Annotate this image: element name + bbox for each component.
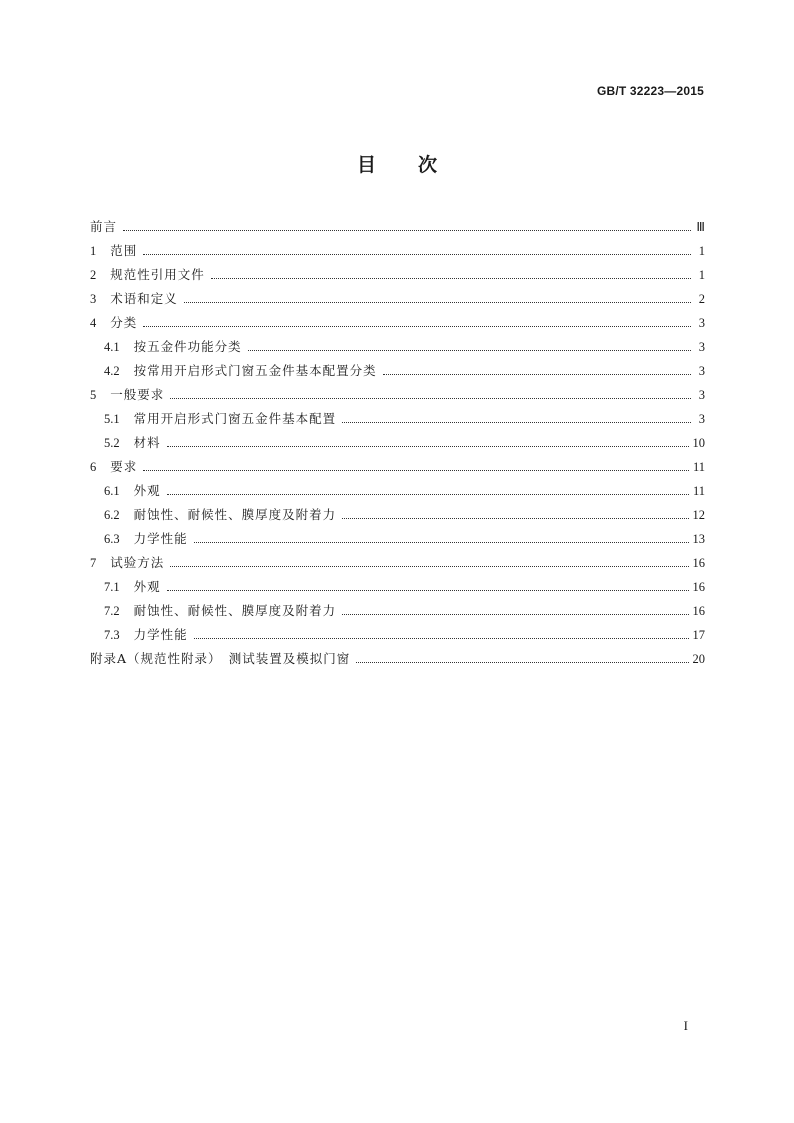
toc-entry-page: 3 bbox=[698, 388, 705, 402]
toc-entry-number: 7.2 bbox=[104, 604, 120, 618]
toc-entry-label: 按常用开启形式门窗五金件基本配置分类 bbox=[133, 363, 377, 378]
toc-entry[interactable] bbox=[90, 623, 705, 647]
toc-entry-label: 范围 bbox=[110, 243, 138, 258]
toc-entry[interactable] bbox=[90, 503, 705, 527]
toc-leader-dots bbox=[167, 446, 689, 447]
toc-entry[interactable] bbox=[90, 575, 705, 599]
toc-entry-page: 16 bbox=[692, 604, 705, 618]
toc-entry-number: 4.1 bbox=[104, 340, 120, 354]
toc-leader-dots bbox=[170, 398, 691, 399]
toc-entry[interactable] bbox=[90, 551, 705, 575]
toc-entry-page: 1 bbox=[698, 268, 705, 282]
toc-entry-page: 16 bbox=[692, 580, 705, 594]
toc-entry-label: 分类 bbox=[110, 315, 138, 330]
toc-entry-number: 7 bbox=[90, 556, 97, 570]
toc-entry-number: 6 bbox=[90, 460, 97, 474]
toc-entry-label: 术语和定义 bbox=[110, 291, 178, 306]
toc-entry[interactable] bbox=[90, 263, 705, 287]
toc-entry-label: 耐蚀性、耐候性、膜厚度及附着力 bbox=[133, 507, 337, 522]
toc-entry-label: 规范性引用文件 bbox=[110, 267, 205, 282]
toc-entry-number: 5 bbox=[90, 388, 97, 402]
toc-entry[interactable] bbox=[90, 239, 705, 263]
standard-code: GB/T 32223—2015 bbox=[596, 84, 704, 98]
toc-entry-number: 7.3 bbox=[104, 628, 120, 642]
toc-entry-number: 6.1 bbox=[104, 484, 120, 498]
toc-entry[interactable] bbox=[90, 215, 705, 239]
toc-leader-dots bbox=[194, 542, 689, 543]
toc-entry-label: 耐蚀性、耐候性、膜厚度及附着力 bbox=[133, 603, 337, 618]
toc-entry[interactable] bbox=[90, 359, 705, 383]
toc-entry-page: 11 bbox=[692, 460, 705, 474]
toc-leader-dots bbox=[143, 326, 691, 327]
toc-entry-page: 11 bbox=[692, 484, 705, 498]
toc-entry-page: 12 bbox=[692, 508, 705, 522]
toc-entry-label: 常用开启形式门窗五金件基本配置 bbox=[133, 411, 337, 426]
toc-leader-dots bbox=[342, 422, 691, 423]
toc-entry-page: 10 bbox=[692, 436, 705, 450]
toc-entry-label: 材料 bbox=[133, 435, 161, 450]
toc-entry-number: 2 bbox=[90, 268, 97, 282]
toc-entry[interactable] bbox=[90, 407, 705, 431]
toc-leader-dots bbox=[143, 254, 691, 255]
toc-leader-dots bbox=[356, 662, 688, 663]
toc-leader-dots bbox=[184, 302, 691, 303]
toc-entry-number: 1 bbox=[90, 244, 97, 258]
toc-leader-dots bbox=[170, 566, 688, 567]
toc-leader-dots bbox=[143, 470, 689, 471]
toc-entry[interactable] bbox=[90, 311, 705, 335]
toc-entry-page: 20 bbox=[692, 652, 705, 666]
page-title bbox=[0, 150, 794, 177]
toc-leader-dots bbox=[211, 278, 691, 279]
toc-entry[interactable] bbox=[90, 383, 705, 407]
toc-entry-label: 外观 bbox=[133, 483, 161, 498]
toc-entry[interactable] bbox=[90, 287, 705, 311]
toc-entry-number: 5.1 bbox=[104, 412, 120, 426]
toc-entry-page: 1 bbox=[698, 244, 705, 258]
toc-entry[interactable] bbox=[90, 431, 705, 455]
toc-entry-label: 附录A（规范性附录） 测试装置及模拟门窗 bbox=[90, 651, 351, 666]
toc-entry-page: 3 bbox=[698, 364, 705, 378]
toc-leader-dots bbox=[194, 638, 689, 639]
toc-entry-page: Ⅲ bbox=[696, 220, 705, 234]
toc-entry-label: 前言 bbox=[90, 219, 118, 234]
toc-leader-dots bbox=[123, 230, 691, 231]
toc-entry-number: 3 bbox=[90, 292, 97, 306]
toc-entry[interactable] bbox=[90, 527, 705, 551]
toc-entry-number: 6.2 bbox=[104, 508, 120, 522]
toc-entry[interactable] bbox=[90, 599, 705, 623]
page-number: I bbox=[683, 1018, 688, 1033]
toc-leader-dots bbox=[167, 590, 689, 591]
toc-leader-dots bbox=[167, 494, 689, 495]
toc-entry[interactable] bbox=[90, 335, 705, 359]
toc-entry-label: 试验方法 bbox=[110, 555, 165, 570]
toc-entry-label: 力学性能 bbox=[133, 627, 188, 642]
toc-entry-number: 6.3 bbox=[104, 532, 120, 546]
toc-entry-page: 2 bbox=[698, 292, 705, 306]
toc-leader-dots bbox=[342, 614, 688, 615]
toc-entry-page: 17 bbox=[692, 628, 705, 642]
toc-entry-label: 要求 bbox=[110, 459, 138, 474]
toc-entry-number: 5.2 bbox=[104, 436, 120, 450]
toc-leader-dots bbox=[248, 350, 691, 351]
toc-leader-dots bbox=[383, 374, 691, 375]
toc-entry-number: 4.2 bbox=[104, 364, 120, 378]
title-char-1: 目 bbox=[356, 154, 376, 176]
toc-entry[interactable] bbox=[90, 455, 705, 479]
title-char-2: 次 bbox=[418, 154, 438, 176]
toc-entry[interactable] bbox=[90, 647, 705, 671]
toc-entry-label: 外观 bbox=[133, 579, 161, 594]
toc-entry-page: 3 bbox=[698, 340, 705, 354]
toc-entry-page: 16 bbox=[692, 556, 705, 570]
toc-entry-label: 一般要求 bbox=[110, 387, 165, 402]
table-of-contents bbox=[90, 215, 705, 671]
toc-leader-dots bbox=[342, 518, 688, 519]
toc-entry-page: 3 bbox=[698, 316, 705, 330]
toc-entry-number: 4 bbox=[90, 316, 97, 330]
toc-entry-number: 7.1 bbox=[104, 580, 120, 594]
toc-entry-page: 3 bbox=[698, 412, 705, 426]
toc-entry-label: 按五金件功能分类 bbox=[133, 339, 242, 354]
toc-entry-page: 13 bbox=[692, 532, 705, 546]
toc-entry[interactable] bbox=[90, 479, 705, 503]
toc-entry-label: 力学性能 bbox=[133, 531, 188, 546]
